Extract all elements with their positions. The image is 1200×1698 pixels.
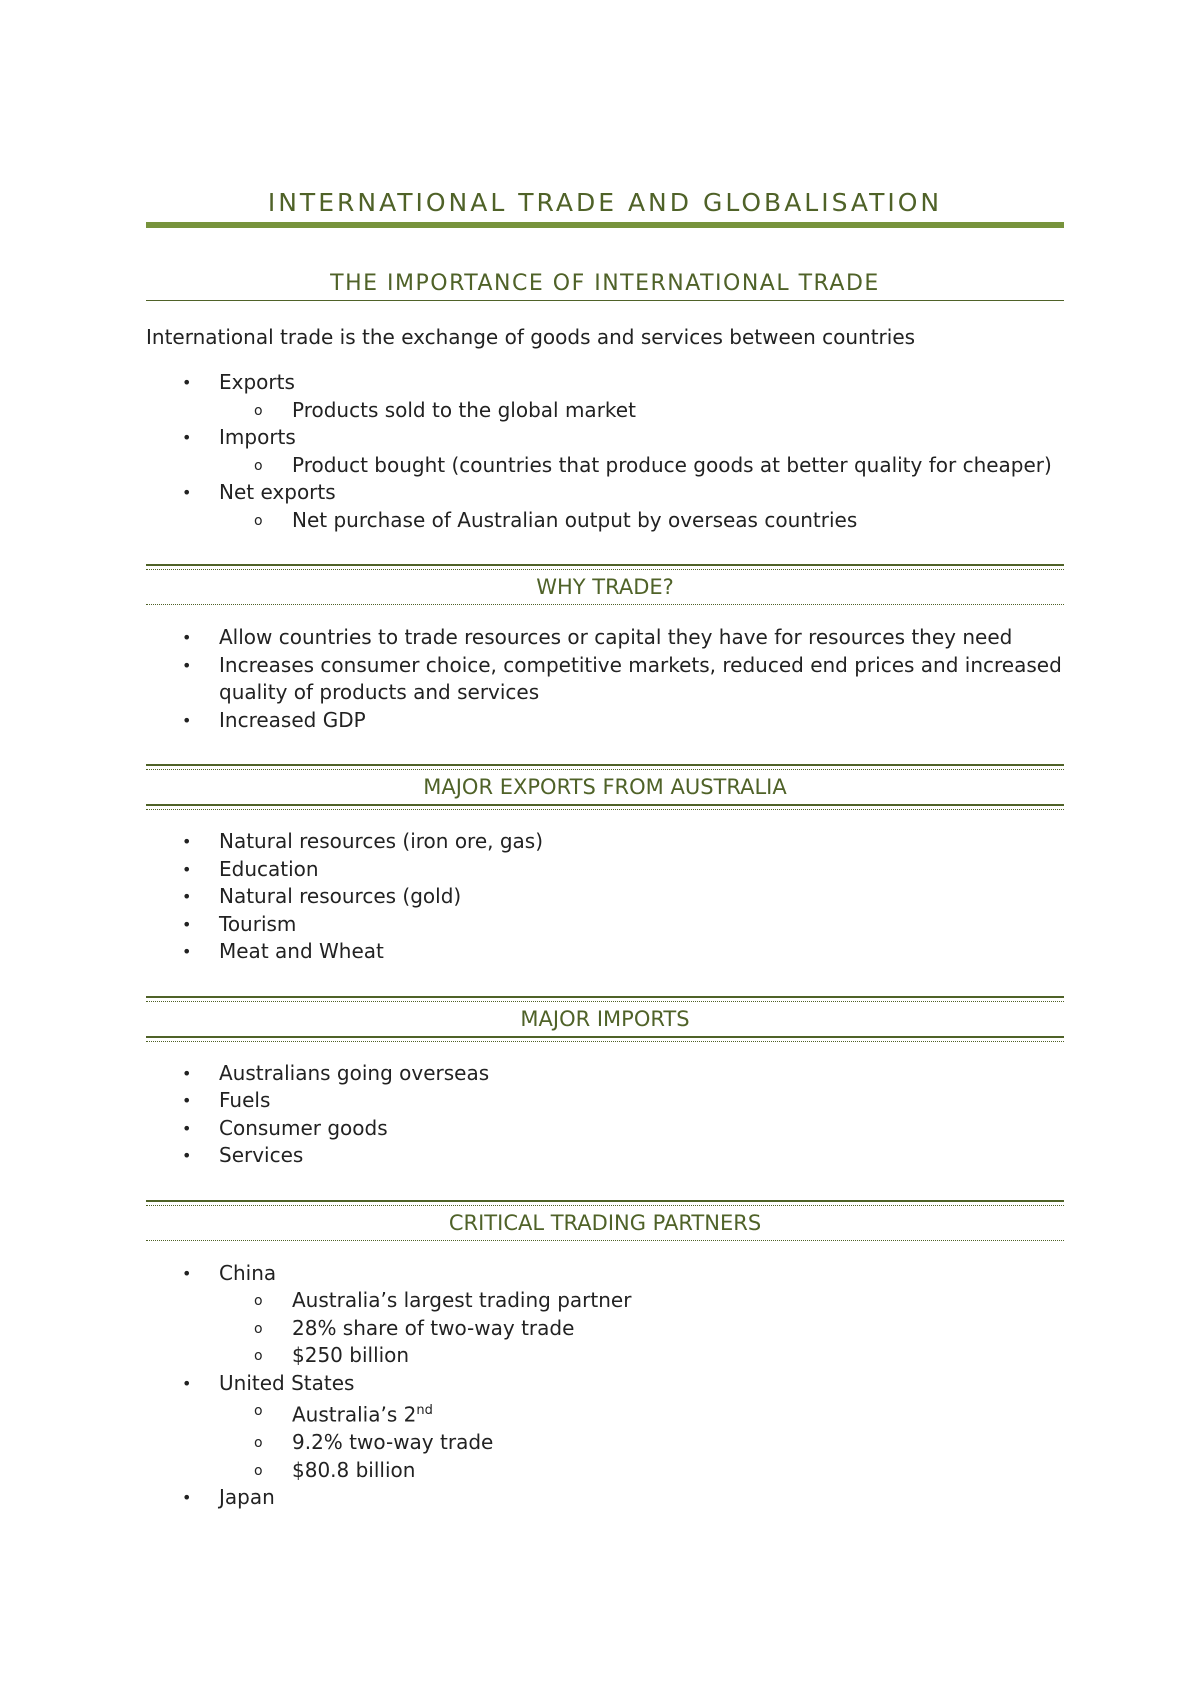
- sub-list-item-text: 9.2% two-way trade: [292, 1430, 494, 1455]
- bullet-glyph: •: [182, 1091, 192, 1110]
- sub-list: [219, 397, 1064, 425]
- heading-importance-rule: [146, 300, 1064, 301]
- sub-list-item-text: Australia’s largest trading partner: [292, 1288, 632, 1312]
- sub-list-item: [146, 452, 1064, 480]
- section-why-trade: [146, 564, 1064, 734]
- heading-top-rule: [146, 1200, 1064, 1206]
- sub-list-item: [146, 1315, 1064, 1343]
- sub-list-item-text: Product bought (countries that produce goods at better quality for cheaper): [292, 452, 1052, 477]
- list-item: [146, 479, 1064, 534]
- heading-bottom-rule: [146, 1036, 1064, 1042]
- sub-list-item: [146, 507, 1064, 535]
- intro-paragraph: International trade is the exchange of goods and services between countries: [146, 325, 916, 349]
- list-item: [146, 856, 1064, 884]
- heading-bottom-rule: [146, 1240, 1064, 1242]
- document-content: [146, 186, 1064, 1512]
- heading-top-rule: [146, 996, 1064, 1002]
- bullet-glyph: •: [182, 1063, 192, 1083]
- sub-bullet-glyph: o: [254, 1435, 263, 1452]
- sub-list: [219, 1287, 1064, 1370]
- heading-bottom-rule: [146, 804, 1064, 810]
- sub-bullet-glyph: o: [254, 1403, 263, 1419]
- ranking-text: Australia’s 2: [292, 1402, 417, 1427]
- list-item-text: Tourism: [219, 911, 297, 936]
- bullet-glyph: •: [182, 373, 192, 392]
- list-item-text: Increased GDP: [219, 707, 366, 732]
- list-item: [146, 828, 1064, 856]
- heading-bottom-rule: [146, 604, 1064, 606]
- heading-major-exports: MAJOR EXPORTS FROM AUSTRALIA: [423, 775, 787, 799]
- heading-trading-partners: CRITICAL TRADING PARTNERS: [448, 1210, 762, 1235]
- sub-list-item-text: 28% share of two-way trade: [292, 1315, 575, 1340]
- list-item-label: United States: [219, 1370, 355, 1395]
- list-item: [146, 424, 1064, 479]
- list-item-label: Imports: [219, 425, 296, 449]
- bullet-glyph: •: [182, 859, 192, 879]
- list-item: [146, 1087, 1064, 1115]
- bullet-glyph: •: [182, 1373, 192, 1393]
- sub-list-item: [146, 1429, 1064, 1457]
- sub-list-item-text: $80.8 billion: [292, 1457, 416, 1482]
- list-item: [146, 624, 1064, 652]
- bullet-glyph: •: [182, 832, 192, 851]
- partners-list: [146, 1260, 1064, 1512]
- heading-why-trade: WHY TRADE?: [536, 575, 674, 599]
- sub-list-item-text: $250 billion: [292, 1343, 410, 1367]
- list-item: [146, 938, 1064, 966]
- heading-top-rule: [146, 764, 1064, 770]
- importance-list: [146, 369, 1064, 534]
- list-item-text: Education: [219, 856, 319, 881]
- list-item-text: Fuels: [219, 1088, 271, 1112]
- list-item-label: Exports: [219, 370, 295, 394]
- bullet-glyph: •: [182, 428, 192, 447]
- sub-bullet-glyph: o: [254, 512, 263, 529]
- section-major-imports: [146, 996, 1064, 1170]
- section-trading-partners: [146, 1200, 1064, 1512]
- list-item: [146, 1260, 1064, 1370]
- ordinal-suffix: nd: [416, 1403, 433, 1418]
- bullet-glyph: •: [182, 1118, 192, 1138]
- list-item: [146, 1484, 1064, 1512]
- bullet-glyph: •: [182, 887, 192, 906]
- bullet-glyph: •: [182, 655, 192, 675]
- list-item: [146, 707, 1064, 735]
- list-item: [146, 1060, 1064, 1088]
- sub-bullet-glyph: o: [254, 1462, 263, 1479]
- bullet-glyph: •: [182, 1263, 192, 1283]
- bullet-glyph: •: [182, 483, 192, 502]
- imports-list: [146, 1060, 1064, 1170]
- sub-list-item-text: [292, 1397, 1064, 1429]
- sub-list: [219, 507, 1064, 535]
- sub-list: [219, 452, 1064, 480]
- section-major-exports: [146, 764, 1064, 966]
- list-item-text: Australians going overseas: [219, 1060, 490, 1085]
- list-item: [146, 1370, 1064, 1485]
- list-item-text: Meat and Wheat: [219, 939, 384, 963]
- sub-list-item: [146, 1287, 1064, 1315]
- list-item: [146, 1142, 1064, 1170]
- bullet-glyph: •: [182, 710, 192, 730]
- list-item-text: Allow countries to trade resources or capital they have for resources they need: [219, 625, 1013, 649]
- list-item: [146, 369, 1064, 424]
- list-item-text: Increases consumer choice, competitive markets, reduced end prices and increased quality of products and services: [219, 652, 1062, 704]
- sub-bullet-glyph: o: [254, 402, 263, 419]
- title-underline: [146, 222, 1064, 228]
- heading-top-rule: [146, 564, 1064, 570]
- bullet-glyph: •: [182, 1488, 192, 1508]
- sub-list-item: [146, 1457, 1064, 1485]
- sub-list: [219, 1397, 1064, 1484]
- document-title: INTERNATIONAL TRADE AND GLOBALISATION: [267, 188, 943, 217]
- sub-list-item: [146, 1397, 1064, 1429]
- sub-bullet-glyph: o: [254, 1293, 263, 1309]
- list-item: [146, 883, 1064, 911]
- sub-list-item-text: Net purchase of Australian output by overseas countries: [292, 507, 858, 532]
- sub-list-item: [146, 1342, 1064, 1370]
- heading-major-imports: MAJOR IMPORTS: [520, 1006, 690, 1031]
- list-item-text: Natural resources (gold): [219, 884, 462, 908]
- bullet-glyph: •: [182, 1146, 192, 1165]
- bullet-glyph: •: [182, 628, 192, 647]
- list-item: [146, 652, 1064, 707]
- list-item-text: Natural resources (iron ore, gas): [219, 829, 544, 853]
- list-item-label: Japan: [219, 1485, 275, 1510]
- sub-list-item: [146, 397, 1064, 425]
- list-item-label: Net exports: [219, 480, 336, 504]
- why-trade-list: [146, 624, 1064, 734]
- sub-bullet-glyph: o: [254, 457, 263, 474]
- sub-list-item-text: Products sold to the global market: [292, 397, 636, 422]
- bullet-glyph: •: [182, 942, 192, 961]
- list-item: [146, 911, 1064, 939]
- bullet-glyph: •: [182, 914, 192, 934]
- list-item-text: Services: [219, 1143, 304, 1167]
- list-item-text: Consumer goods: [219, 1115, 388, 1140]
- list-item: [146, 1115, 1064, 1143]
- sub-bullet-glyph: o: [254, 1320, 263, 1337]
- list-item-label: China: [219, 1260, 277, 1285]
- sub-bullet-glyph: o: [254, 1348, 263, 1364]
- heading-importance: THE IMPORTANCE OF INTERNATIONAL TRADE: [330, 271, 880, 296]
- exports-list: [146, 828, 1064, 966]
